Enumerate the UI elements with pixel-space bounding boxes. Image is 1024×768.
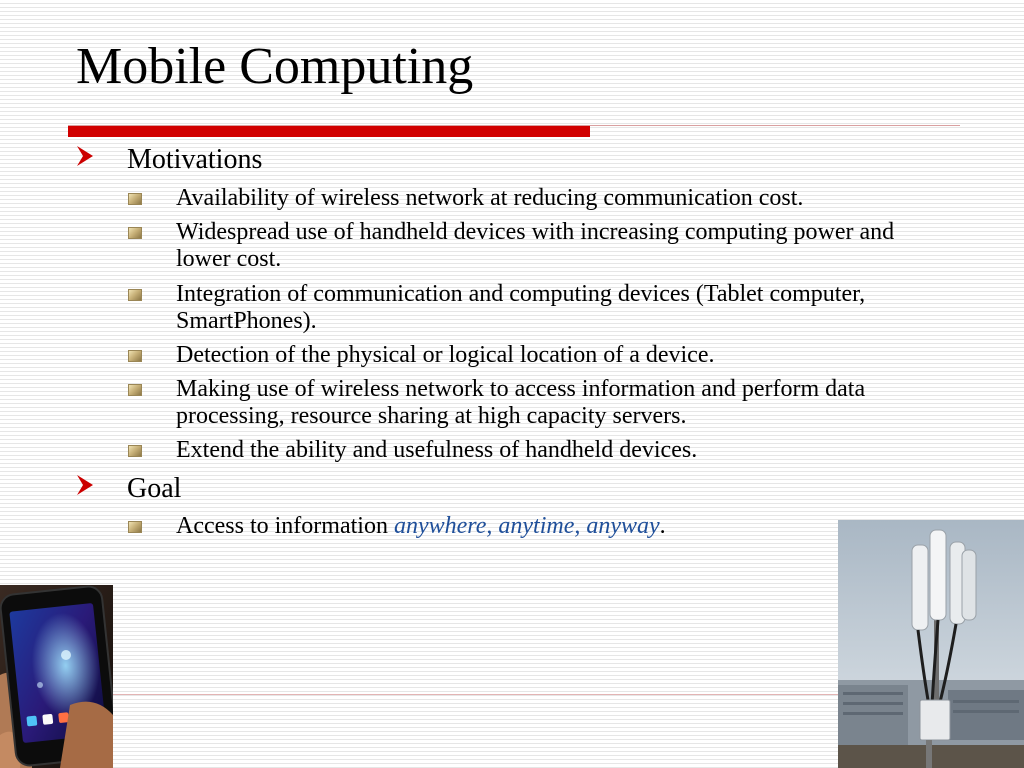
list-item-text: Detection of the physical or logical location of a device. (176, 342, 715, 368)
square-bullet-icon (128, 193, 142, 205)
list-item (128, 437, 928, 464)
list-item-text: Extend the ability and usefulness of handheld devices. (176, 437, 698, 463)
square-bullet-icon (128, 227, 142, 239)
square-bullet-icon (128, 384, 142, 396)
list-item-text: Making use of wireless network to access information and perform data processing, resource sharing at high capacity servers. (176, 376, 866, 429)
goal-prefix: Access to information (176, 513, 394, 539)
list-item (128, 342, 928, 369)
goal-suffix: . (659, 513, 666, 539)
title-underline-accent (68, 126, 590, 137)
cellular-antenna-tower-photo (838, 520, 1024, 768)
slide-title: Mobile Computing (76, 38, 474, 95)
list-item (128, 513, 928, 540)
arrow-bullet-icon (76, 145, 94, 167)
smartphone-illustration (0, 585, 113, 768)
antenna-tower-illustration (838, 520, 1024, 768)
square-bullet-icon (128, 289, 142, 301)
emphasis-separator: , (486, 513, 499, 539)
square-bullet-icon (128, 350, 142, 362)
list-item (128, 185, 928, 212)
list-item (128, 376, 928, 430)
list-item-text: Integration of communication and computing devices (Tablet computer, SmartPhones). (176, 281, 866, 334)
smartphone-in-hand-photo (0, 585, 113, 768)
emphasis-anyway: anyway (586, 513, 660, 539)
list-item (128, 219, 928, 273)
square-bullet-icon (128, 445, 142, 457)
list-item-text (176, 513, 928, 540)
emphasis-anywhere: anywhere (393, 513, 487, 539)
emphasis-separator: , (574, 513, 587, 539)
list-item-text: Availability of wireless network at reducing communication cost. (176, 185, 804, 211)
list-item (128, 281, 928, 335)
emphasis-anytime: anytime (498, 513, 575, 539)
list-item-text: Widespread use of handheld devices with increasing computing power and lower cost. (176, 219, 895, 272)
section-heading: Motivations (127, 144, 263, 175)
square-bullet-icon (128, 521, 142, 533)
arrow-bullet-icon (76, 474, 94, 496)
footer-rule (112, 694, 838, 695)
section-heading: Goal (127, 473, 182, 504)
